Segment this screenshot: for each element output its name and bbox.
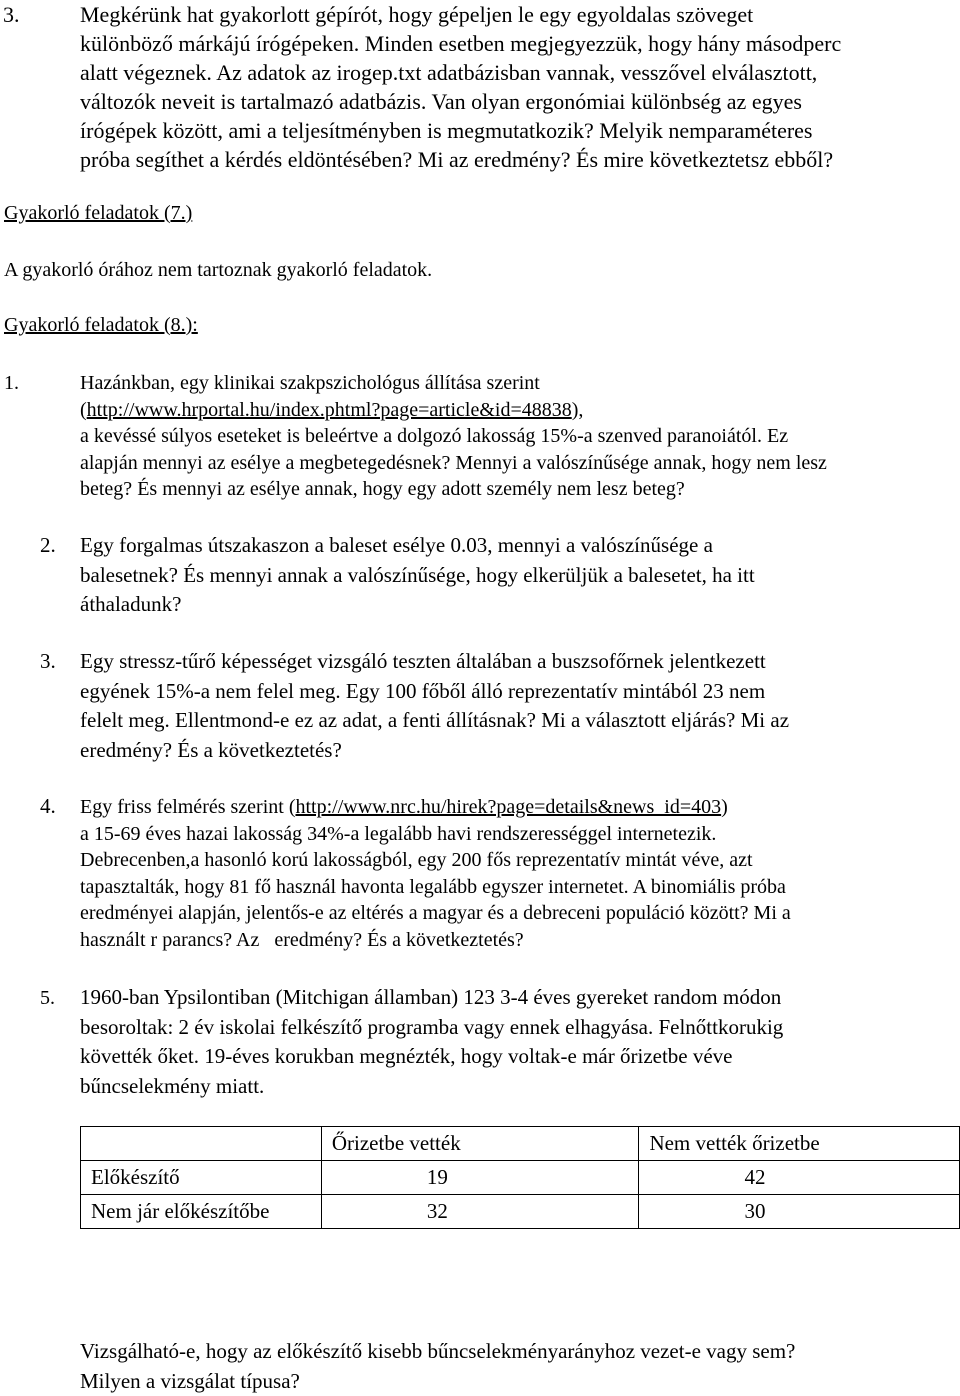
task-number: 1. (4, 370, 19, 397)
table-row (81, 1195, 960, 1229)
task3-paragraph (80, 647, 950, 765)
section7-text: A gyakorló órához nem tartoznak gyakorló feladatok. (4, 257, 432, 284)
table-cell: 32 (321, 1195, 639, 1229)
text-line: a kevéssé súlyos eseteket is beleértve a dolgozó lakosság 15%-a szenved paranoiától. Ez (80, 423, 950, 450)
table-header-row (81, 1127, 960, 1161)
text-line: különböző márkájú írógépeken. Minden esetben megjegyezzük, hogy hány másodperc (80, 29, 950, 58)
text-line: besoroltak: 2 év iskolai felkészítő programba vagy ennek elhagyása. Felnőttkorukig (80, 1013, 950, 1043)
text-line: változók neveit is tartalmazó adatbázis. Van olyan ergonómiai különbség az egyes (80, 87, 950, 116)
text-line: 1960-ban Ypsilontiban (Mitchigan államban) 123 3-4 éves gyereket random módon (80, 983, 950, 1013)
hrportal-link[interactable]: http://www.hrportal.hu/index.phtml?page=article&id=48838 (87, 399, 572, 421)
text-line: felelt meg. Ellentmond-e ez az adat, a fenti állításnak? Mi a választott eljárás? Mi az (80, 706, 950, 736)
table-cell: 19 (321, 1161, 639, 1195)
task-number: 2. (40, 531, 56, 561)
item-number: 3. (3, 0, 20, 29)
text-line: alatt végeznek. Az adatok az irogep.txt adatbázisban vannak, vesszővel elválasztott, (80, 58, 950, 87)
text-line: Egy forgalmas útszakaszon a baleset esélye 0.03, mennyi a valószínűsége a (80, 531, 950, 561)
table-header-cell: Nem vették őrizetbe (639, 1127, 960, 1161)
text-line: próba segíthet a kérdés eldöntésében? Mi az eredmény? És mire következtetsz ebből? (80, 145, 950, 174)
task4-paragraph (80, 794, 950, 953)
text-line: balesetnek? És mennyi annak a valószínűsége, hogy elkerüljük a balesetet, ha itt (80, 561, 950, 591)
task-number: 4. (40, 792, 56, 822)
text-line: áthaladunk? (80, 590, 950, 620)
link-line: (http://www.hrportal.hu/index.phtml?page=article&id=48838), (80, 397, 950, 424)
text-line: használt r parancs? Az eredmény? És a következtetés? (80, 927, 950, 954)
section8-heading: Gyakorló feladatok (8.): (4, 314, 198, 337)
text-line: Milyen a vizsgálat típusa? (80, 1367, 950, 1396)
text-line: Egy stressz-tűrő képességet vizsgáló teszten általában a buszsofőrnek jelentkezett (80, 647, 950, 677)
text-line: a 15-69 éves hazai lakosság 34%-a legalább havi rendszerességgel internetezik. (80, 821, 950, 848)
task2-paragraph (80, 531, 950, 620)
text-line: Hazánkban, egy klinikai szakpszichológus állítása szerint (80, 370, 950, 397)
table-row-label: Nem jár előkészítőbe (81, 1195, 322, 1229)
text-line: írógépek között, ami a teljesítményben is megmutatkozik? Melyik nemparaméteres (80, 116, 950, 145)
nrc-link[interactable]: http://www.nrc.hu/hirek?page=details&news_id=403 (295, 796, 721, 818)
text-line: eredményei alapján, jelentős-e az eltérés a magyar és a debreceni populáció között? Mi a (80, 900, 950, 927)
section7-heading: Gyakorló feladatok (7.) (4, 202, 192, 225)
text-line: Megkérünk hat gyakorlott gépírót, hogy gépeljen le egy egyoldalas szöveget (80, 0, 950, 29)
text-line: egyének 15%-a nem felel meg. Egy 100 főből álló reprezentatív mintából 23 nem (80, 677, 950, 707)
table-cell: 42 (639, 1161, 960, 1195)
link-line: Egy friss felmérés szerint (http://www.nrc.hu/hirek?page=details&news_id=403) (80, 794, 950, 821)
table-header-cell: Őrizetbe vették (321, 1127, 639, 1161)
task5-question (80, 1337, 950, 1396)
table-cell (81, 1127, 322, 1161)
task5-paragraph (80, 983, 950, 1101)
table-cell: 30 (639, 1195, 960, 1229)
task-number: 3. (40, 647, 56, 677)
text-line: bűncselekmény miatt. (80, 1072, 950, 1102)
text-line: követték őket. 19-éves korukban megnézték, hogy voltak-e már őrizetbe véve (80, 1042, 950, 1072)
data-table (80, 1126, 960, 1229)
table-row (81, 1161, 960, 1195)
text-line: alapján mennyi az esélye a megbetegedésnek? Mennyi a valószínűsége annak, hogy nem lesz (80, 450, 950, 477)
item3-paragraph (80, 0, 950, 174)
task1-paragraph (80, 370, 950, 503)
text-line: Debrecenben,a hasonló korú lakosságból, egy 200 fős reprezentatív mintát véve, azt (80, 847, 950, 874)
text-line: beteg? És mennyi az esélye annak, hogy egy adott személy nem lesz beteg? (80, 476, 950, 503)
table-row-label: Előkészítő (81, 1161, 322, 1195)
text-line: eredmény? És a következtetés? (80, 736, 950, 766)
task-number: 5. (40, 985, 55, 1012)
text-line: Vizsgálható-e, hogy az előkészítő kisebb bűncselekményarányhoz vezet-e vagy sem? (80, 1337, 950, 1367)
text-line: tapasztalták, hogy 81 fő használ havonta legalább egyszer internetet. A binomiális próba (80, 874, 950, 901)
